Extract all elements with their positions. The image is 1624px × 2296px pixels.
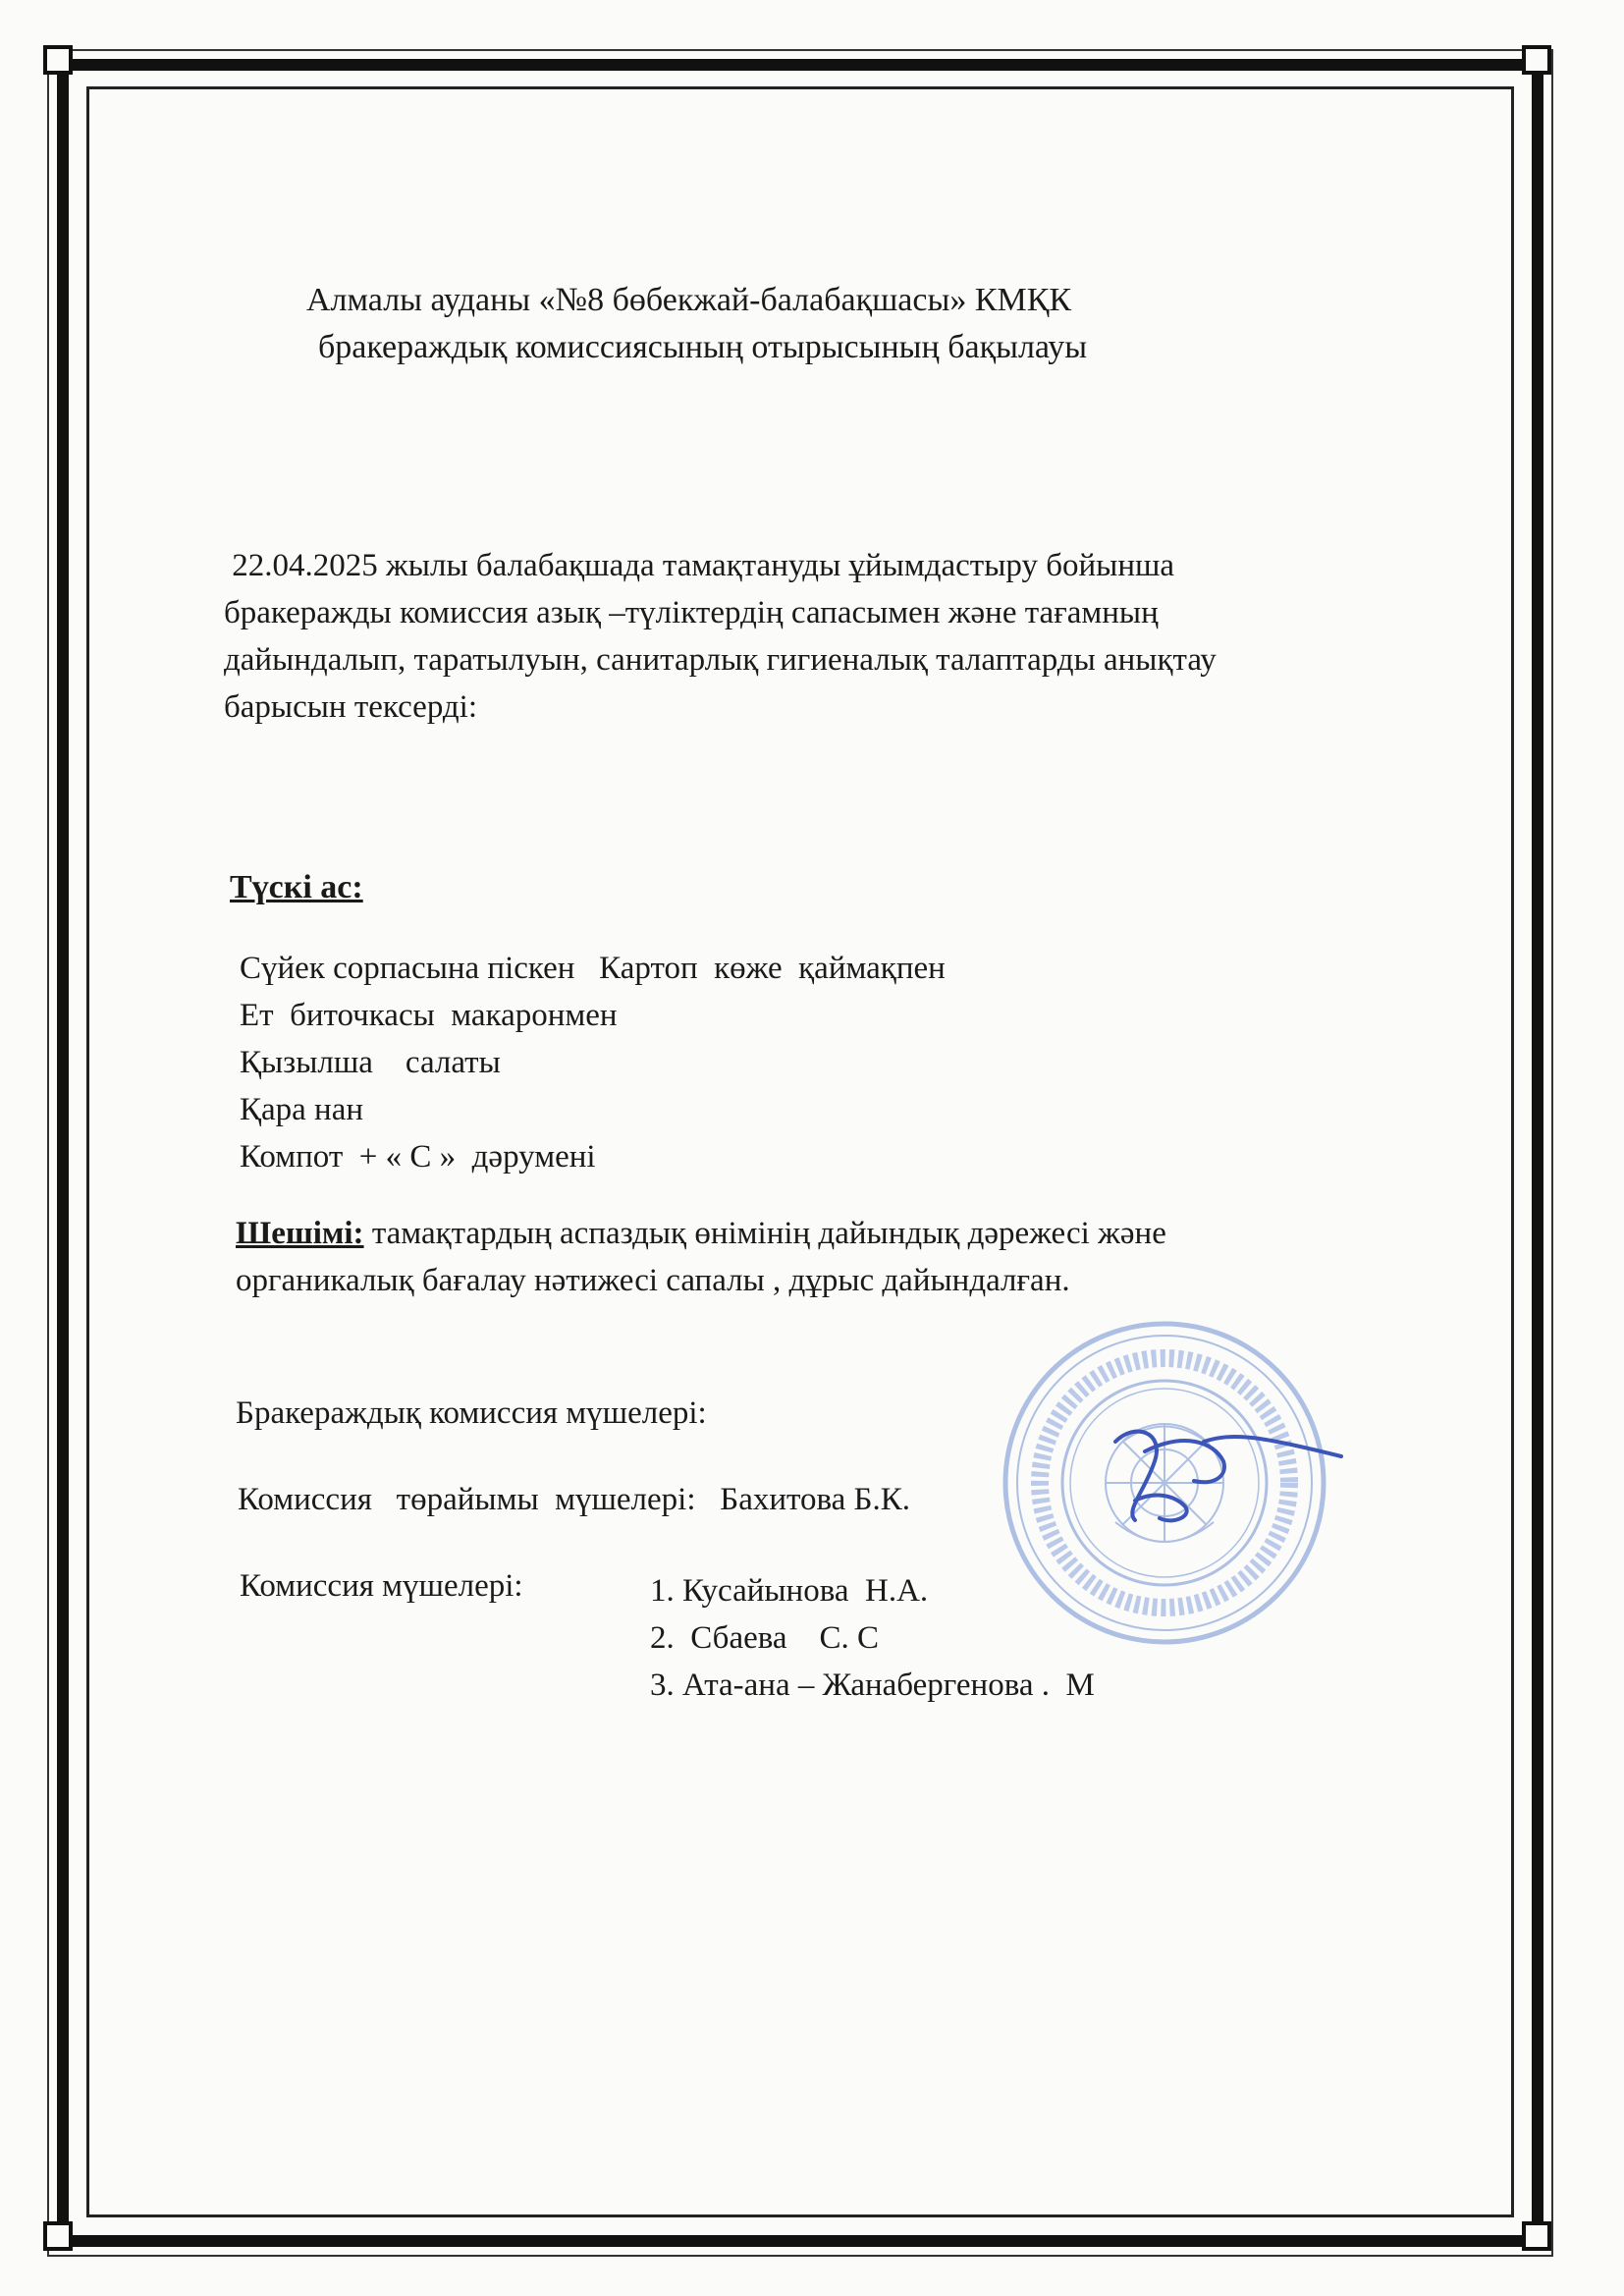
lunch-menu-list [240,945,946,1180]
document-title-line1: Алмалы ауданы «№8 бөбекжай-балабақшасы» КМҚК [306,282,1072,318]
commission-chair: Комиссия төрайымы мүшелері: Бахитова Б.К. [238,1482,911,1517]
corner-ornament [43,2221,73,2251]
menu-item: Компот + « С » дәрумені [240,1139,596,1175]
menu-item: Қара нан [240,1092,364,1127]
member-item: 2. Сбаева С. С [650,1620,880,1656]
corner-ornament [1522,2221,1551,2251]
commission-heading: Бракераждық комиссия мүшелері: [236,1395,707,1431]
intro-paragraph [224,542,1451,731]
menu-item: Ет биточкасы макаронмен [240,998,618,1033]
menu-item: Қызылша салаты [240,1045,501,1080]
decision-block [236,1210,1166,1304]
corner-ornament [1522,45,1551,75]
decision-label: Шешімі: [236,1216,364,1251]
decision-text: органикалық бағалау нәтижесі сапалы , дұрыс дайындалған. [236,1263,1070,1298]
lunch-heading: Түскі ас: [230,869,363,905]
intro-line: дайындалып, таратылуын, санитарлық гигиеналық талаптарды анықтау [224,642,1217,678]
member-item: 3. Ата-ана – Жанабергенова . М [650,1667,1095,1703]
menu-item: Сүйек сорпасына піскен Картоп көже қаймақпен [240,951,946,986]
intro-line: 22.04.2025 жылы балабақшада тамақтануды ұйымдастыру бойынша [224,548,1175,583]
corner-ornament [43,45,73,75]
decision-text: тамақтардың аспаздық өнімінің дайындық дәрежесі және [363,1216,1166,1251]
member-item: 1. Кусайынова Н.А. [650,1573,929,1609]
commission-members-label: Комиссия мүшелері: [240,1568,523,1604]
intro-line: барысын тексерді: [224,689,478,725]
document-title-line2: бракераждық комиссиясының отырысының бақылауы [318,329,1088,365]
intro-line: бракеражды комиссия азық –түліктердің сапасымен және тағамның [224,595,1159,630]
signature [1076,1402,1351,1540]
